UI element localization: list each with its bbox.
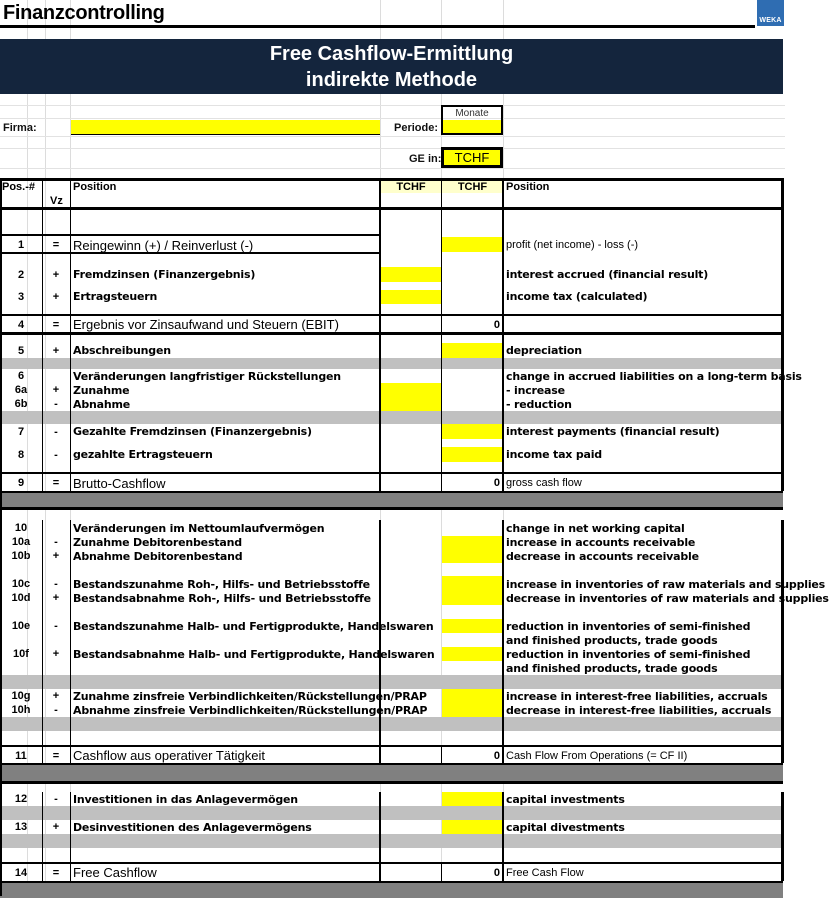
- row-position-number: 10f: [13, 648, 29, 660]
- row-description-de: Gezahlte Fremdzinsen (Finanzergebnis): [73, 425, 312, 438]
- row-value[interactable]: 0: [493, 477, 500, 489]
- table-row-continuation: [0, 633, 785, 647]
- row-value[interactable]: [442, 689, 502, 703]
- row-sign: =: [52, 477, 60, 489]
- row-sign: -: [54, 704, 58, 716]
- column-border: [502, 178, 504, 491]
- row-description-en: - increase: [506, 383, 565, 397]
- separator-row: [0, 717, 783, 731]
- row-description-en: reduction in inventories of semi-finished: [506, 619, 751, 633]
- banner-subtitle: indirekte Methode: [305, 69, 478, 91]
- row-sign: +: [52, 290, 60, 303]
- weka-logo: [757, 0, 784, 26]
- row-sign: =: [52, 749, 60, 762]
- row-description-en: interest payments (financial result): [506, 425, 720, 438]
- row-description-de: Abnahme zinsfreie Verbindlichkeiten/Rückstellungen/PRAP: [73, 703, 428, 717]
- table-row-continuation: [0, 661, 785, 675]
- row-position-number: 7: [17, 425, 25, 438]
- table-row: [0, 343, 785, 358]
- row-sign: -: [54, 620, 58, 632]
- column-border: [70, 178, 71, 491]
- table-border: [781, 178, 784, 491]
- banner: [0, 39, 783, 94]
- title-divider: [0, 25, 755, 28]
- table-row: [0, 535, 785, 549]
- column-border: [379, 178, 381, 491]
- column-border: [441, 178, 442, 491]
- row-sign: +: [52, 550, 60, 562]
- row-description-de: gezahlte Ertragsteuern: [73, 448, 213, 461]
- row-description-en-line2: and finished products, trade goods: [506, 661, 718, 675]
- row-description-en: increase in accounts receivable: [506, 535, 696, 549]
- row-sign: +: [52, 648, 60, 660]
- row-sign: [42, 521, 70, 535]
- row-description-de: Abschreibungen: [73, 344, 171, 357]
- table-row: [0, 549, 785, 563]
- row-sign: -: [54, 398, 58, 410]
- currency-unit-input[interactable]: TCHF: [441, 147, 503, 168]
- row-description-de: Bestandszunahme Roh-, Hilfs- und Betriebsstoffe: [73, 577, 370, 591]
- gridline: [0, 118, 785, 119]
- row-description-en: income tax (calculated): [506, 290, 648, 303]
- section-bar: [0, 881, 783, 898]
- table-row: [0, 369, 802, 383]
- row-position-number: 13: [14, 821, 28, 833]
- table-row: [0, 747, 785, 764]
- row-description-en-line2: and finished products, trade goods: [506, 633, 718, 647]
- table-row: [0, 383, 785, 397]
- row-sign: +: [52, 268, 60, 281]
- row-value[interactable]: [442, 383, 502, 397]
- row-description-en: profit (net income) - loss (-): [506, 239, 639, 251]
- row-description-en: income tax paid: [506, 448, 602, 461]
- row-sign: +: [52, 592, 60, 604]
- table-row: [0, 289, 785, 304]
- firma-label: Firma:: [3, 122, 37, 134]
- row-description-de: Fremdzinsen (Finanzergebnis): [73, 268, 256, 281]
- row-position-number: 6a: [14, 384, 28, 396]
- row-description-en: increase in interest-free liabilities, accruals: [506, 689, 768, 703]
- row-description-de: Abnahme Debitorenbestand: [73, 549, 243, 563]
- separator-row: [0, 806, 783, 820]
- table-row: [0, 703, 785, 717]
- row-value[interactable]: 0: [493, 318, 500, 331]
- row-sign: -: [54, 425, 58, 438]
- table-row: [0, 820, 785, 834]
- row-description-de: Ergebnis vor Zinsaufwand und Steuern (EBIT): [73, 317, 339, 332]
- row-description-en: interest accrued (financial result): [506, 268, 709, 281]
- row-description-de: Bestandsabnahme Halb- und Fertigprodukte, Handelswaren: [73, 647, 435, 661]
- row-value[interactable]: 0: [493, 866, 500, 879]
- row-position-number: 2: [17, 268, 25, 281]
- row-description-de: Ertragsteuern: [73, 290, 158, 303]
- row-sign: -: [54, 448, 58, 461]
- row-value[interactable]: [442, 619, 502, 633]
- row-position-number: 10c: [11, 578, 31, 590]
- periode-caption: Monate: [455, 108, 489, 119]
- row-position-number: 10h: [11, 704, 31, 716]
- row-description-en: decrease in accounts receivable: [506, 549, 699, 563]
- row-sign: =: [52, 866, 60, 879]
- table-row: [0, 619, 785, 633]
- row-sign: [42, 369, 70, 383]
- row-description-de: Desinvestitionen des Anlagevermögens: [73, 820, 312, 834]
- row-position-number: 10g: [11, 690, 31, 702]
- row-sign: -: [54, 578, 58, 590]
- row-position-number: 14: [14, 866, 28, 879]
- row-description-de: Reingewinn (+) / Reinverlust (-): [73, 237, 254, 253]
- row-value[interactable]: [442, 236, 502, 254]
- row-value[interactable]: [442, 267, 502, 282]
- row-description-en: change in accrued liabilities on a long-term basis: [506, 369, 802, 383]
- header-bottom-border: [0, 207, 783, 210]
- row-position-number: 6: [17, 370, 25, 382]
- row-description-de: Bestandsabnahme Roh-, Hilfs- und Betriebsstoffe: [73, 591, 371, 605]
- row-value[interactable]: [442, 289, 502, 304]
- row-description-en: - reduction: [506, 397, 572, 411]
- separator-row: [0, 834, 783, 848]
- gridline: [0, 168, 785, 169]
- row-value[interactable]: [442, 521, 502, 535]
- row-description-en: [506, 316, 796, 333]
- row-value[interactable]: [442, 577, 502, 591]
- row-description-de: Investitionen in das Anlagevermögen: [73, 792, 298, 806]
- table-row: [0, 236, 785, 254]
- separator-row: [0, 358, 783, 369]
- row-position-number: 11: [15, 749, 27, 762]
- row-description-en: Cash Flow From Operations (= CF II): [506, 749, 688, 762]
- column-border: [42, 178, 43, 491]
- row-value[interactable]: [442, 424, 502, 439]
- table-row: [0, 447, 785, 462]
- row-description-de: Free Cashflow: [73, 865, 157, 880]
- header-tchf-1: TCHF: [396, 181, 426, 193]
- table-row: [0, 689, 785, 703]
- periode-input[interactable]: [443, 120, 501, 133]
- row-position-number: 1: [17, 239, 25, 251]
- row-description-en: Free Cash Flow: [506, 866, 584, 879]
- row-description-de: Veränderungen im Nettoumlaufvermögen: [73, 521, 325, 535]
- separator-row: [0, 675, 783, 689]
- row-sign: +: [52, 384, 60, 396]
- row-sign: -: [54, 793, 58, 805]
- row-description-de: Abnahme: [73, 397, 130, 411]
- row-description-de: Cashflow aus operativer Tätigkeit: [73, 748, 265, 763]
- row-sign: =: [52, 318, 60, 331]
- table-row: [0, 792, 785, 806]
- row-description-de: Veränderungen langfristiger Rückstellungen: [73, 369, 341, 383]
- row-position-number: 3: [17, 290, 25, 303]
- table-row: [0, 474, 785, 492]
- row-description-en: decrease in inventories of raw materials and supplies: [506, 591, 829, 605]
- banner-title: Free Cashflow-Ermittlung: [269, 43, 514, 65]
- row-position-number: 10e: [11, 620, 31, 632]
- row-sign: +: [52, 821, 60, 833]
- header-position: Position: [73, 181, 117, 193]
- row-position-number: 6b: [14, 398, 28, 410]
- table-row: [0, 864, 785, 881]
- row-value[interactable]: [442, 343, 502, 358]
- section-bar: [0, 491, 783, 510]
- table-row: [0, 577, 826, 591]
- table-row: [0, 647, 785, 661]
- row-value[interactable]: 0: [493, 749, 500, 762]
- row-description-en: depreciation: [506, 344, 582, 357]
- separator-row: [0, 411, 783, 424]
- gridline: [0, 148, 785, 149]
- logo-text: WEKA: [759, 17, 782, 24]
- row-value[interactable]: [442, 549, 502, 563]
- gridline: [0, 136, 785, 137]
- row-description-en: capital investments: [506, 792, 625, 806]
- firma-input[interactable]: [71, 120, 380, 135]
- row-description-en: decrease in interest-free liabilities, accruals: [506, 703, 772, 717]
- row-sign: -: [54, 536, 58, 548]
- row-value[interactable]: [442, 647, 502, 661]
- row-description-de: Zunahme Debitorenbestand: [73, 535, 242, 549]
- header-pos: Pos.-#: [2, 181, 36, 193]
- row-description-de: Brutto-Cashflow: [73, 475, 166, 491]
- row-sign: +: [52, 344, 60, 357]
- header-position-en: Position: [506, 181, 550, 193]
- row-position-number: 12: [14, 793, 28, 805]
- row-position-number: 10d: [11, 592, 31, 604]
- row-position-number: 10: [14, 522, 28, 534]
- header-tchf-2: TCHF: [457, 181, 488, 193]
- row-description-en: gross cash flow: [506, 477, 582, 489]
- row-value[interactable]: [442, 703, 502, 717]
- periode-box: [441, 105, 503, 135]
- row-position-number: 9: [17, 477, 25, 489]
- row-sign: +: [52, 690, 60, 702]
- row-position-number: 8: [17, 448, 25, 461]
- table-row: [0, 267, 785, 282]
- row-position-number: 10b: [11, 550, 31, 562]
- header-vz: Vz: [50, 195, 63, 207]
- table-row: [0, 591, 829, 605]
- row-description-de: Bestandszunahme Halb- und Fertigprodukte, Handelswaren: [73, 619, 434, 633]
- ge-label: GE in:: [409, 153, 442, 165]
- row-description-de: Zunahme: [73, 383, 130, 397]
- row-position-number: 10a: [11, 536, 31, 548]
- periode-label: Periode:: [394, 122, 439, 134]
- row-description-en: reduction in inventories of semi-finished: [506, 647, 751, 661]
- row-value[interactable]: [442, 591, 502, 605]
- table-row: [0, 397, 785, 411]
- gridline: [0, 105, 785, 106]
- row-value[interactable]: [442, 397, 502, 411]
- row-value[interactable]: [442, 535, 502, 549]
- row-position-number: 4: [17, 318, 25, 331]
- row-sign: =: [52, 239, 60, 251]
- section-bar: [0, 763, 783, 784]
- row-value[interactable]: [442, 792, 502, 806]
- row-description-en: increase in inventories of raw materials and supplies: [506, 577, 826, 591]
- row-value[interactable]: [442, 369, 502, 383]
- row-position-number: 5: [17, 344, 25, 357]
- row-description-de: Zunahme zinsfreie Verbindlichkeiten/Rückstellungen/PRAP: [73, 689, 427, 703]
- table-row: [0, 316, 785, 333]
- row-value[interactable]: [442, 447, 502, 462]
- row-description-en: change in net working capital: [506, 521, 685, 535]
- table-row: [0, 424, 785, 439]
- page-title: Finanzcontrolling: [3, 2, 165, 24]
- row-description-en: capital divestments: [506, 820, 625, 834]
- row-value[interactable]: [442, 820, 502, 834]
- table-row: [0, 521, 785, 535]
